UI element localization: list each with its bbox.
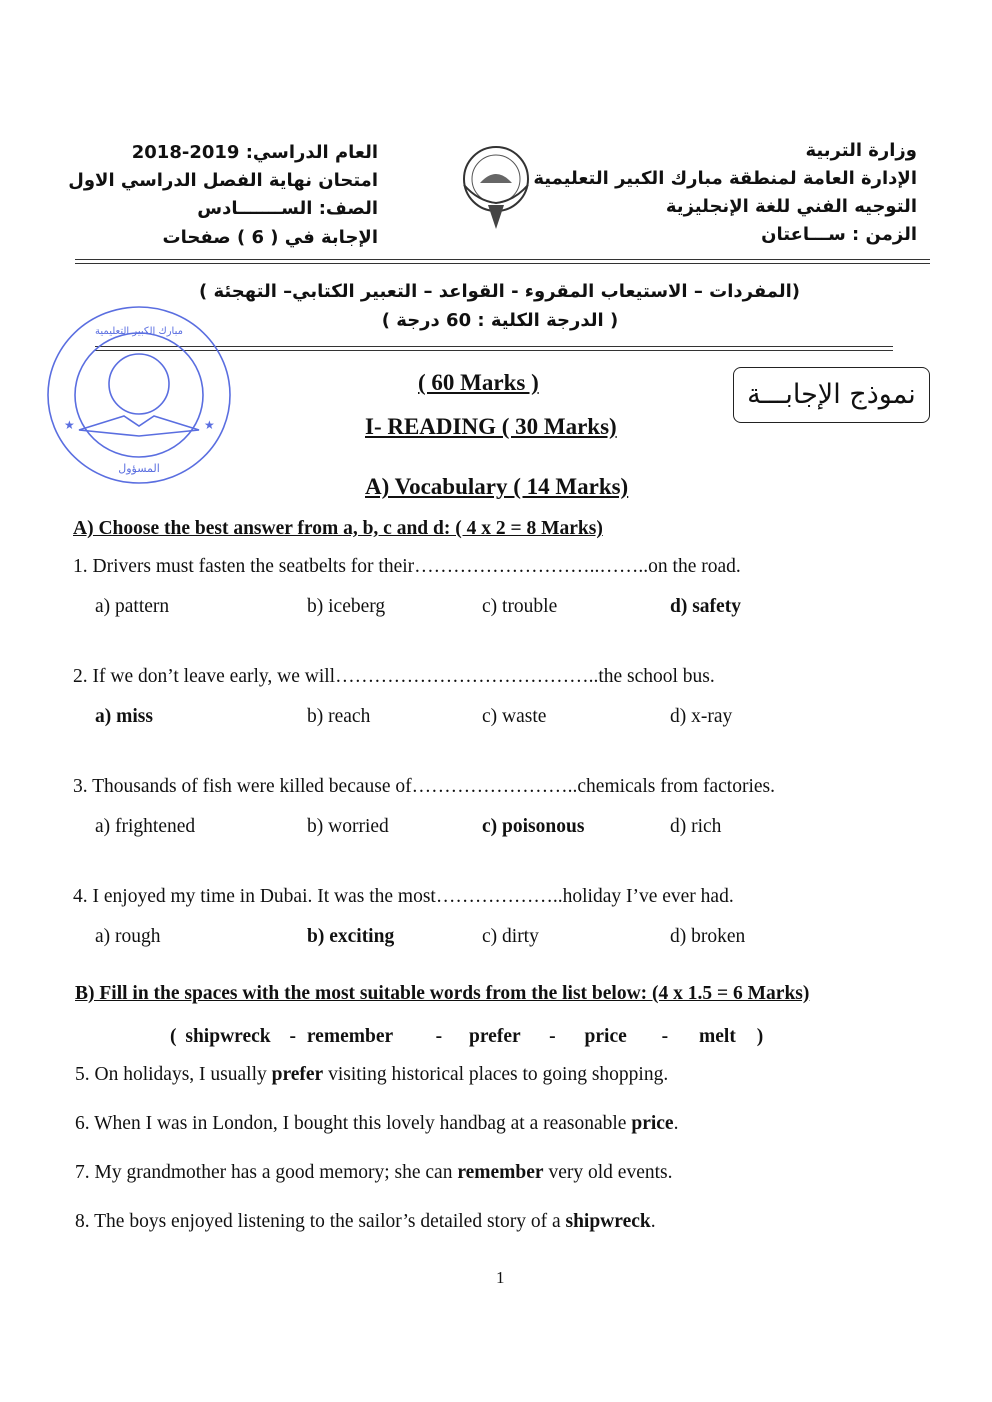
word-list-sep: -: [435, 1026, 443, 1047]
word-list-sep: -: [289, 1026, 296, 1047]
sentence-text: visiting historical places to going shopping.: [323, 1064, 669, 1085]
exam-name: امتحان نهاية الفصل الدراسي الاول: [68, 170, 378, 191]
answer-option: b) worried: [307, 816, 389, 837]
department: التوجيه الفني للغة الإنجليزية: [665, 196, 917, 217]
correct-option: a) miss: [95, 706, 153, 727]
answer-option: c) dirty: [482, 926, 539, 947]
sentence-text: .: [673, 1113, 679, 1134]
sentence-text: very old events.: [543, 1162, 673, 1183]
page-count: الإجابة في ( 6 ) صفحات: [162, 227, 378, 248]
total-marks: ( 60 Marks ): [418, 370, 539, 395]
word-list-sep: -: [549, 1026, 556, 1047]
directorate: الإدارة العامة لمنطقة مبارك الكبير التعليمية: [533, 168, 917, 189]
reading-title: I- READING ( 30 Marks): [365, 414, 617, 439]
page-number: 1: [496, 1268, 505, 1287]
correct-option: b) exciting: [307, 926, 395, 947]
school-year: العام الدراسي: 2019-2018: [131, 142, 378, 163]
word-list-paren: (: [170, 1026, 177, 1047]
svg-text:مبارك الكبير التعليمية: مبارك الكبير التعليمية: [95, 326, 183, 337]
answer-option: d) rich: [670, 816, 722, 837]
exam-time: الزمن : ســـاعتان: [761, 224, 917, 245]
word-list-paren: ): [756, 1026, 764, 1047]
answer-option: c) waste: [482, 706, 547, 727]
answer-option: a) frightened: [95, 816, 196, 837]
vocabulary-title: A) Vocabulary ( 14 Marks): [365, 474, 629, 499]
answer-option: b) iceberg: [307, 596, 386, 617]
part-b-instruction: B) Fill in the spaces with the most suitable words from the list below: (4 x 1.5 = 6 Marks): [75, 983, 810, 1004]
answer-option: c) trouble: [482, 596, 558, 617]
sentence-text: 6. When I was in London, I bought this lovely handbag at a reasonable: [75, 1113, 632, 1134]
filled-answer: price: [631, 1113, 674, 1134]
correct-option: c) poisonous: [482, 816, 585, 837]
word-list-item: remember: [306, 1026, 393, 1047]
word-list-item: prefer: [469, 1026, 521, 1047]
sentence-text: .: [650, 1211, 656, 1232]
answer-option: d) broken: [670, 926, 746, 947]
word-list-item: price: [584, 1026, 627, 1047]
sentence-text: 7. My grandmother has a good memory; she can: [75, 1162, 458, 1183]
question-text: 4. I enjoyed my time in Dubai. It was the most………………..holiday I’ve ever had.: [73, 886, 734, 907]
fill-sentence: [75, 1064, 668, 1086]
filled-answer: prefer: [271, 1064, 324, 1085]
svg-text:★: ★: [204, 418, 215, 432]
word-list: [170, 1026, 763, 1048]
divider: [75, 259, 930, 264]
sentence-text: 8. The boys enjoyed listening to the sailor’s detailed story of a: [75, 1211, 566, 1232]
answer-key-label: نموذج الإجابـــة: [747, 379, 916, 410]
answer-option: a) rough: [95, 926, 161, 947]
subjects: (المفردات – الاستيعاب المقروء - القواعد – التعبير الكتابي– التهجئة ): [199, 281, 800, 302]
filled-answer: shipwreck: [565, 1211, 651, 1232]
fill-sentence: [75, 1211, 656, 1233]
sentence-text: 5. On holidays, I usually: [75, 1064, 272, 1085]
ministry: وزارة التربية: [805, 140, 917, 161]
filled-answer: remember: [457, 1162, 544, 1183]
question-text: 2. If we don’t leave early, we will…………………………………..the school bus.: [73, 666, 715, 687]
grade: الصف: الســـــــادس: [197, 198, 378, 219]
answer-option: a) pattern: [95, 596, 170, 617]
word-list-item: melt: [699, 1026, 736, 1047]
word-list-item: shipwreck: [185, 1026, 271, 1047]
fill-sentence: [75, 1113, 678, 1135]
official-stamp: [44, 304, 234, 486]
svg-text:المسؤول: المسؤول: [118, 462, 160, 475]
kuwait-emblem-icon: [458, 145, 534, 231]
correct-option: d) safety: [670, 596, 741, 617]
question-text: 1. Drivers must fasten the seatbelts for their………………………..……..on the road.: [73, 556, 741, 577]
total-marks-ar: ( الدرجة الكلية : 60 درجة ): [381, 310, 619, 331]
fill-sentence: [75, 1162, 672, 1184]
word-list-sep: -: [661, 1026, 669, 1047]
answer-option: d) x-ray: [670, 706, 733, 727]
question-text: 3. Thousands of fish were killed because of……………………..chemicals from factories.: [73, 776, 775, 797]
answer-key-box: [733, 367, 930, 423]
svg-text:★: ★: [64, 418, 75, 432]
answer-option: b) reach: [307, 706, 371, 727]
part-a-instruction: A) Choose the best answer from a, b, c and d: ( 4 x 2 = 8 Marks): [73, 518, 603, 539]
